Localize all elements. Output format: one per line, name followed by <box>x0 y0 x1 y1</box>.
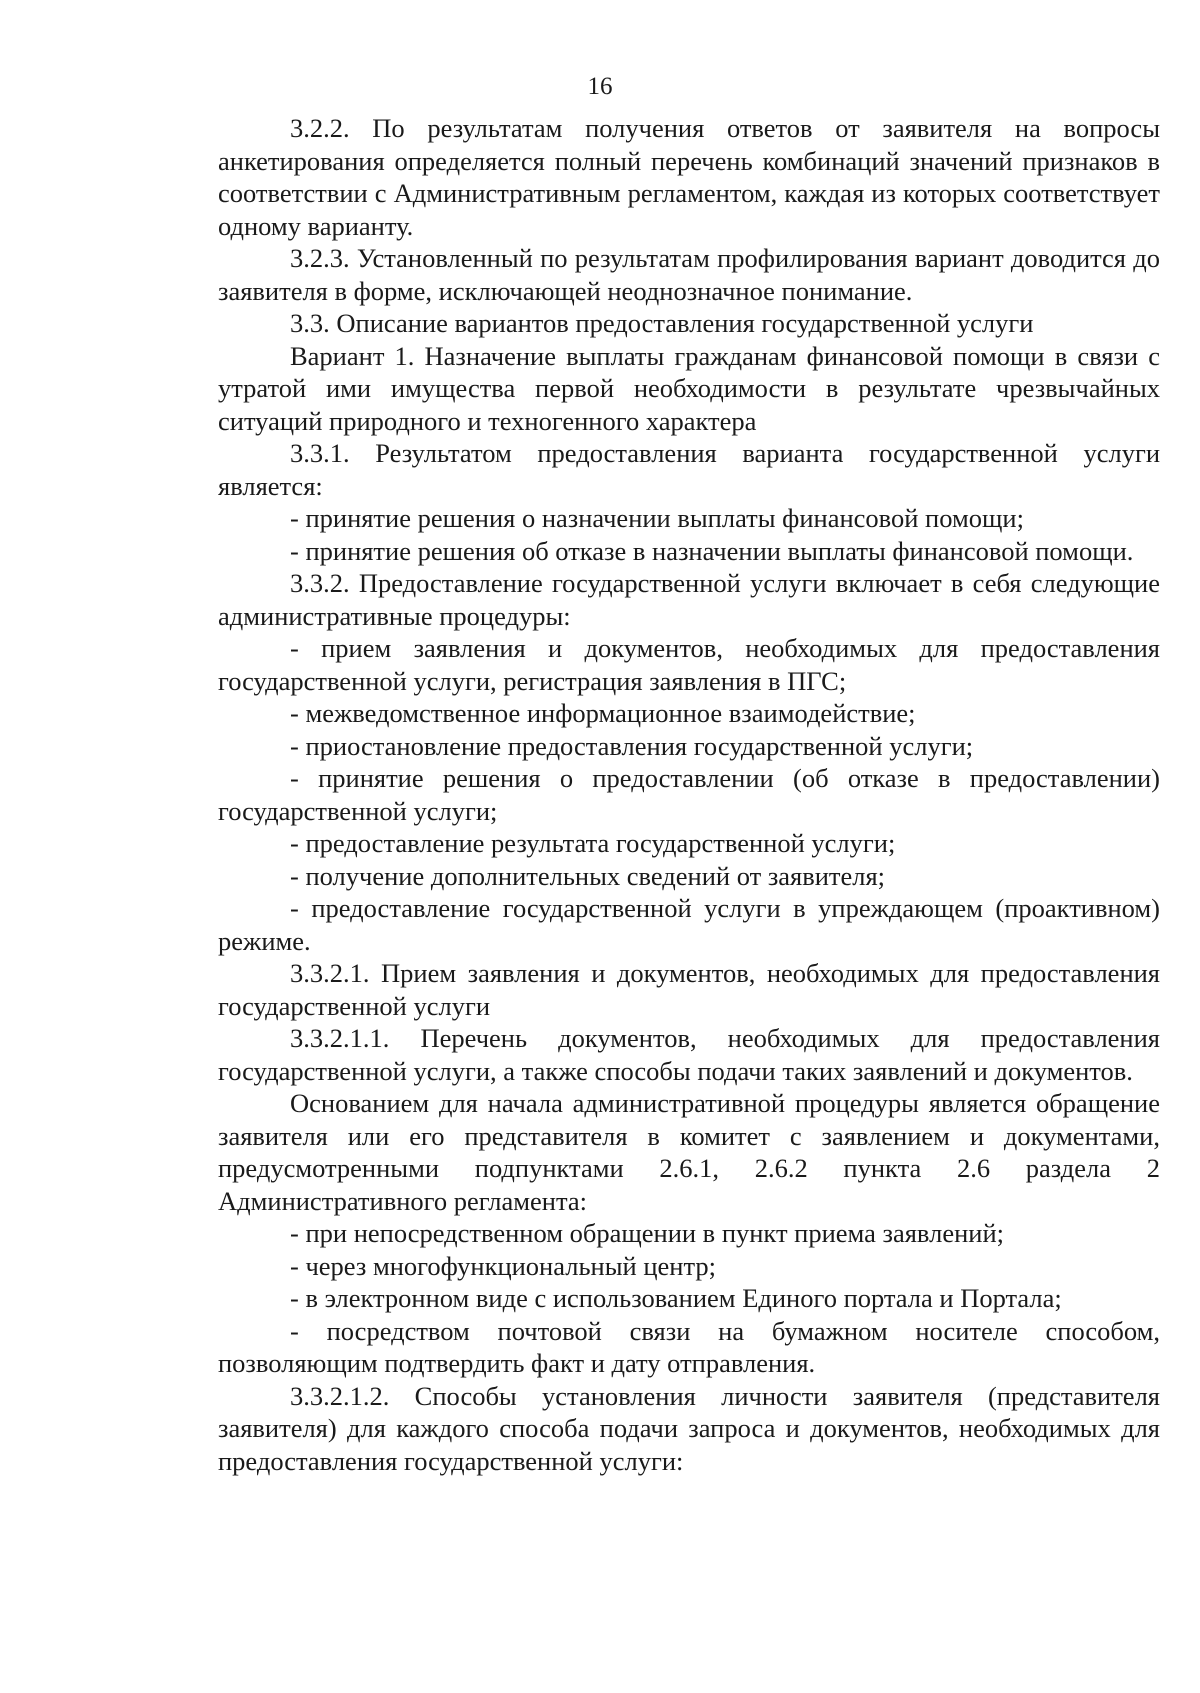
list-item: - прием заявления и документов, необходимых для предоставления государственной услуги, регистрация заявления в ПГС; <box>218 633 1160 696</box>
list-item: - получение дополнительных сведений от заявителя; <box>290 860 886 891</box>
paragraph-3-2-2: 3.2.2. По результатам получения ответов от заявителя на вопросы анкетирования определяется полный перечень комбинаций значений признаков в соответствии с Административным регламентом, каждая из которых соответствует одному варианту. <box>218 113 1160 241</box>
list-item: - межведомственное информационное взаимодействие; <box>290 698 916 728</box>
paragraph-3-3-2-1: 3.3.2.1. Прием заявления и документов, необходимых для предоставления государственной услуги <box>218 958 1160 1021</box>
list-item: - принятие решения о предоставлении (об отказе в предоставлении) государственной услуги; <box>218 763 1160 826</box>
list-item: - предоставление государственной услуги в упреждающем (проактивном) режиме. <box>218 893 1160 956</box>
paragraph-3-3-2: 3.3.2. Предоставление государственной услуги включает в себя следующие административные процедуры: <box>218 568 1160 631</box>
section-heading-3-3: 3.3. Описание вариантов предоставления государственной услуги <box>290 308 1034 338</box>
list-item: - через многофункциональный центр; <box>290 1250 716 1281</box>
paragraph-3-3-2-1-1: 3.3.2.1.1. Перечень документов, необходимых для предоставления государственной услуги, а также способы подачи таких заявлений и документов. <box>218 1023 1160 1086</box>
paragraph-3-3-2-1-2: 3.3.2.1.2. Способы установления личности заявителя (представителя заявителя) для каждого способа подачи запроса и документов, необходимых для предоставления государственной услуги: <box>218 1380 1160 1476</box>
document-body <box>218 112 1160 1477</box>
list-item: - при непосредственном обращении в пункт приема заявлений; <box>290 1218 1004 1248</box>
paragraph-3-3-1: 3.3.1. Результатом предоставления варианта государственной услуги является: <box>218 438 1160 501</box>
paragraph-3-2-3: 3.2.3. Установленный по результатам профилирования вариант доводится до заявителя в форме, исключающей неоднозначное понимание. <box>218 243 1160 306</box>
list-item: - посредством почтовой связи на бумажном носителе способом, позволяющим подтвердить факт и дату отправления. <box>218 1315 1160 1378</box>
list-item: - предоставление результата государственной услуги; <box>290 828 896 858</box>
page-number: 16 <box>587 73 613 100</box>
list-item: - приостановление предоставления государственной услуги; <box>290 730 974 761</box>
variant-1-title: Вариант 1. Назначение выплаты гражданам финансовой помощи в связи с утратой ими имущества первой необходимости в результате чрезвычайных ситуаций природного и техногенного характера <box>218 340 1160 436</box>
list-item: - принятие решения о назначении выплаты финансовой помощи; <box>290 503 1024 533</box>
list-item: - принятие решения об отказе в назначении выплаты финансовой помощи. <box>290 535 1134 566</box>
paragraph-grounds: Основанием для начала административной процедуры является обращение заявителя или его представителя в комитет с заявлением и документами, предусмотренными подпунктами 2.6.1, 2.6.2 пункта 2.6 раздела 2 Административного регламента: <box>218 1088 1160 1216</box>
list-item: - в электронном виде с использованием Единого портала и Портала; <box>290 1283 1062 1313</box>
